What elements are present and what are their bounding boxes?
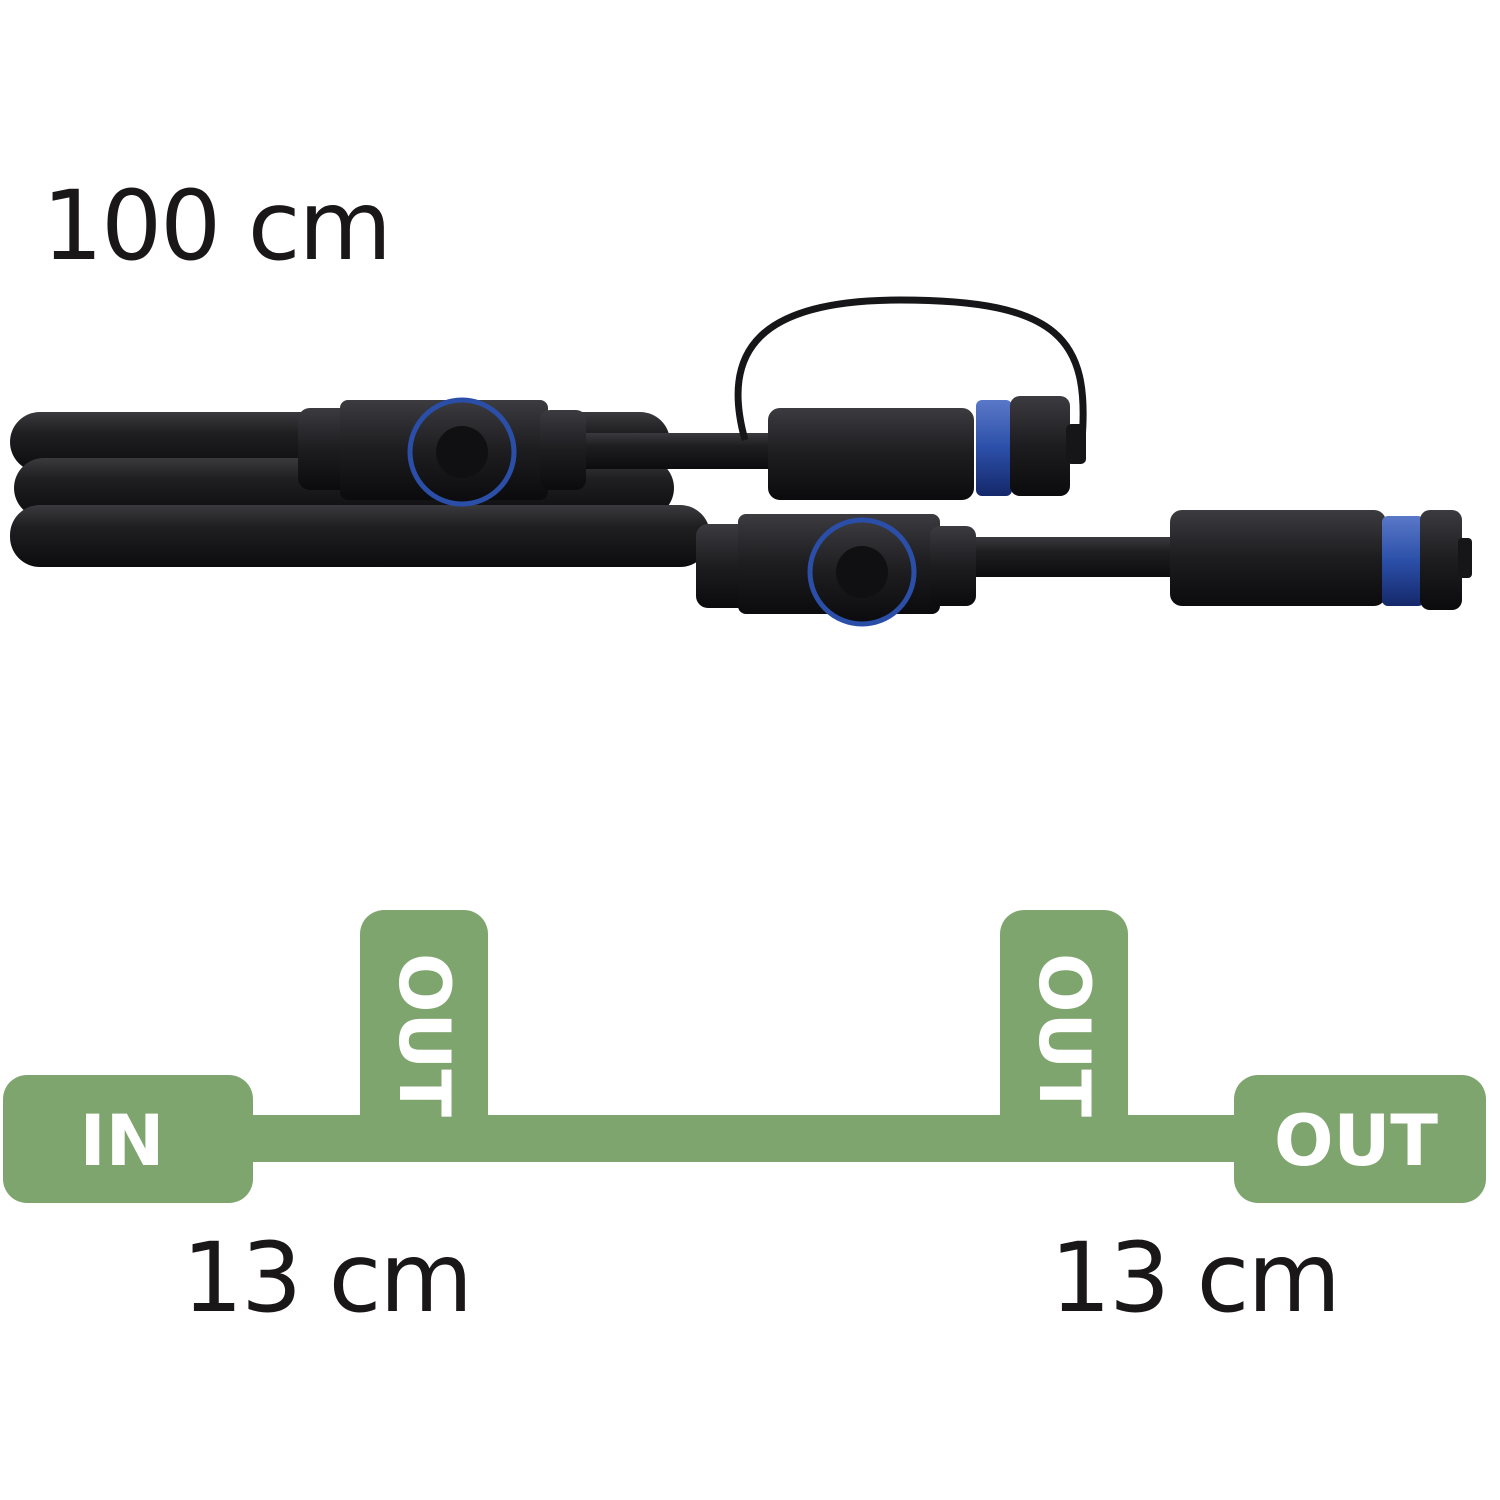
- end-out-label: OUT: [1273, 1100, 1439, 1182]
- connection-diagram: [0, 900, 1500, 1220]
- t-junction-lower: [696, 514, 976, 624]
- cable-upper-segment: [560, 433, 790, 469]
- t-junction-upper: [298, 400, 586, 504]
- branch-left-out-label: OUT: [383, 952, 465, 1118]
- branch-right-out-label: OUT: [1023, 952, 1105, 1118]
- cable-lower-segment: [960, 537, 1190, 577]
- left-segment-length: 13 cm: [182, 1222, 471, 1334]
- total-length-label: 100 cm: [42, 170, 391, 282]
- cable-product-image: [0, 290, 1500, 650]
- connector-end: [1170, 510, 1472, 610]
- in-label: IN: [79, 1100, 165, 1182]
- connector-upper: [738, 300, 1086, 500]
- right-segment-length: 13 cm: [1050, 1222, 1339, 1334]
